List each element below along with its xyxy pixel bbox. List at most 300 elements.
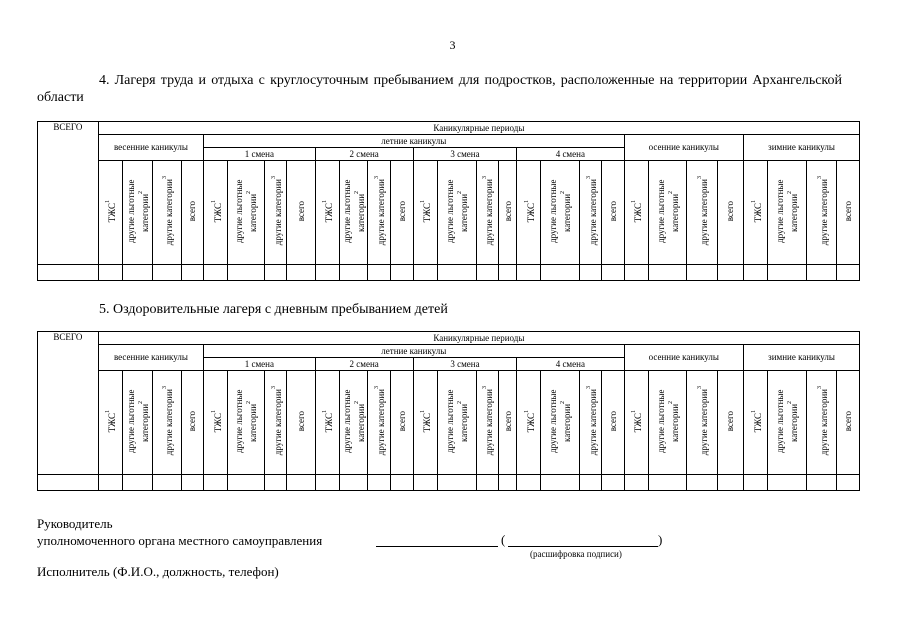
- col-header-text: [209, 410, 223, 432]
- col-header-total: [717, 161, 743, 265]
- col-header-text: [209, 200, 223, 222]
- col-header-text: [584, 176, 598, 245]
- col-header-text: [187, 411, 197, 431]
- col-header-benefit-categories: [339, 161, 367, 265]
- footnote-mark: 1: [322, 409, 329, 413]
- col-header-label: ТЖС: [422, 202, 433, 223]
- col-header-total: [602, 371, 624, 475]
- col-header-text: [656, 161, 680, 261]
- footnote-mark: 2: [560, 190, 567, 194]
- data-cell: [287, 265, 315, 281]
- footnote-mark: 1: [631, 199, 638, 203]
- footnote-mark: 2: [246, 190, 253, 194]
- footnote-mark: 3: [697, 386, 703, 390]
- col-header-text: [548, 161, 572, 261]
- footnote-mark: 1: [420, 199, 427, 203]
- col-header-label: ТЖС: [525, 412, 536, 433]
- col-header-benefit-categories: [648, 371, 687, 475]
- footnote-mark: 2: [787, 190, 794, 194]
- page-number: 3: [449, 38, 456, 52]
- summer-shift-1: 1 смена: [204, 148, 315, 161]
- autumn-header: осенние каникулы: [624, 135, 744, 161]
- footnote-mark: 1: [105, 199, 112, 203]
- summer-shift-2: 2 смена: [315, 358, 413, 371]
- col-header-text: [749, 200, 763, 222]
- col-header-other-categories: [368, 161, 390, 265]
- col-header-tzhs: [744, 371, 768, 475]
- section-5-table: [37, 331, 860, 491]
- footnote-mark: 1: [105, 409, 112, 413]
- summer-header: летние каникулы: [204, 345, 624, 358]
- data-cell: [648, 265, 687, 281]
- col-header-text: [234, 371, 258, 471]
- col-header-text: [522, 200, 536, 222]
- col-header-benefit-categories: [541, 161, 580, 265]
- data-cell: [768, 265, 807, 281]
- data-cell: [123, 475, 153, 491]
- col-header-text: [342, 161, 366, 261]
- col-header-other-categories: [806, 371, 836, 475]
- data-cell: [413, 475, 437, 491]
- winter-header: зимние каникулы: [744, 135, 860, 161]
- col-header-text: [296, 201, 306, 221]
- col-header-benefit-categories: [768, 161, 807, 265]
- summer-shift-4: 4 смена: [517, 358, 624, 371]
- summer-shift-3: 3 смена: [413, 358, 516, 371]
- col-header-label: всего: [843, 200, 854, 222]
- col-header-label: ТЖС: [324, 202, 335, 223]
- col-header-total: [390, 161, 413, 265]
- col-header-label: всего: [396, 410, 407, 432]
- footnote-mark: 2: [560, 400, 567, 404]
- col-header-label: ТЖС: [633, 202, 644, 223]
- col-header-text: [160, 386, 174, 455]
- col-header-text: [480, 386, 494, 455]
- col-header-text: [749, 410, 763, 432]
- col-header-text: [103, 410, 117, 432]
- col-header-label: другие категории: [484, 389, 495, 456]
- data-cell: [98, 475, 122, 491]
- data-cell: [768, 475, 807, 491]
- col-header-label: другие категории: [272, 389, 283, 456]
- col-header-label: другие льготные категории: [444, 179, 469, 243]
- footnote-mark: 1: [420, 409, 427, 413]
- col-header-text: [269, 176, 283, 245]
- footnote-mark: 3: [482, 386, 489, 390]
- col-header-text: [503, 201, 513, 221]
- col-header-other-categories: [476, 161, 498, 265]
- col-header-label: всего: [607, 410, 618, 432]
- col-header-label: ТЖС: [525, 202, 536, 223]
- data-cell: [517, 265, 541, 281]
- data-cell: [541, 265, 580, 281]
- col-header-text: [418, 200, 432, 222]
- col-header-text: [584, 386, 598, 455]
- col-header-label: ТЖС: [422, 412, 433, 433]
- col-header-tzhs: [624, 161, 648, 265]
- summer-shift-2: 2 смена: [315, 148, 413, 161]
- data-cell: [38, 265, 99, 281]
- col-header-benefit-categories: [438, 371, 477, 475]
- col-header-label: ТЖС: [107, 202, 118, 223]
- data-cell: [624, 475, 648, 491]
- col-header-text: [126, 371, 150, 471]
- col-header-label: всего: [502, 410, 513, 432]
- col-header-label: другие льготные категории: [548, 179, 573, 243]
- col-header-label: ТЖС: [752, 202, 763, 223]
- total-header: ВСЕГО: [38, 122, 99, 265]
- data-cell: [153, 265, 181, 281]
- data-cell: [315, 265, 339, 281]
- col-header-total: [181, 371, 203, 475]
- col-header-other-categories: [476, 371, 498, 475]
- data-cell: [413, 265, 437, 281]
- col-header-text: [629, 410, 643, 432]
- data-cell: [339, 265, 367, 281]
- col-header-other-categories: [806, 161, 836, 265]
- name-decode-line: [508, 546, 658, 547]
- col-header-label: другие льготные категории: [655, 389, 680, 453]
- col-header-label: другие льготные категории: [125, 179, 150, 243]
- col-header-text: [372, 176, 386, 245]
- col-header-text: [445, 371, 469, 471]
- col-header-text: [695, 176, 709, 245]
- col-header-text: [234, 161, 258, 261]
- col-header-text: [187, 201, 197, 221]
- footnote-mark: 1: [750, 199, 757, 203]
- col-header-text: [126, 161, 150, 261]
- col-header-total: [498, 161, 516, 265]
- data-cell: [228, 475, 264, 491]
- footnote-mark: 2: [137, 400, 144, 404]
- col-header-other-categories: [687, 371, 717, 475]
- col-header-label: другие льготные категории: [234, 389, 259, 453]
- col-header-label: другие льготные категории: [341, 389, 366, 453]
- col-header-other-categories: [153, 371, 181, 475]
- data-cell: [541, 475, 580, 491]
- data-cell: [123, 265, 153, 281]
- data-cell: [624, 265, 648, 281]
- col-header-label: другие категории: [587, 389, 598, 456]
- col-header-text: [103, 200, 117, 222]
- col-header-total: [717, 371, 743, 475]
- executor-label: Исполнитель (Ф.И.О., должность, телефон): [37, 564, 279, 579]
- col-header-text: [695, 386, 709, 455]
- section-4-title: 4. Лагеря труда и отдыха с круглосуточным пребыванием для подростков, расположенные на территории Архангельской области: [37, 73, 842, 105]
- col-header-text: [320, 200, 334, 222]
- col-header-label: всего: [725, 410, 736, 432]
- data-cell: [498, 265, 516, 281]
- col-header-label: другие категории: [699, 389, 709, 456]
- data-cell: [181, 475, 203, 491]
- col-header-other-categories: [264, 161, 286, 265]
- col-header-benefit-categories: [228, 371, 264, 475]
- col-header-tzhs: [413, 371, 437, 475]
- data-cell: [476, 475, 498, 491]
- col-header-tzhs: [517, 161, 541, 265]
- col-header-tzhs: [413, 161, 437, 265]
- data-cell: [390, 475, 413, 491]
- col-header-other-categories: [153, 161, 181, 265]
- signature-authority-label: уполномоченного органа местного самоуправления: [37, 533, 323, 548]
- col-header-text: [372, 386, 386, 455]
- col-header-tzhs: [315, 371, 339, 475]
- summer-shift-3: 3 смена: [413, 148, 516, 161]
- footnote-mark: 3: [482, 176, 489, 180]
- col-header-label: другие категории: [375, 389, 386, 456]
- col-header-tzhs: [98, 161, 122, 265]
- col-header-total: [287, 371, 315, 475]
- col-header-text: [296, 411, 306, 431]
- col-header-label: всего: [843, 410, 854, 432]
- col-header-benefit-categories: [768, 371, 807, 475]
- col-header-tzhs: [315, 161, 339, 265]
- col-header-text: [725, 411, 735, 431]
- col-header-text: [397, 201, 407, 221]
- data-cell: [264, 265, 286, 281]
- data-cell: [98, 265, 122, 281]
- footnote-mark: 3: [585, 176, 592, 180]
- col-header-text: [608, 411, 618, 431]
- footnote-mark: 3: [162, 386, 169, 390]
- col-header-text: [342, 371, 366, 471]
- col-header-label: ТЖС: [324, 412, 335, 433]
- data-cell: [38, 475, 99, 491]
- col-header-text: [522, 410, 536, 432]
- data-cell: [315, 475, 339, 491]
- col-header-benefit-categories: [123, 371, 153, 475]
- footnote-mark: 3: [270, 176, 277, 180]
- col-header-label: другие льготные категории: [775, 389, 800, 453]
- data-cell: [837, 265, 860, 281]
- footnote-mark: 2: [667, 400, 674, 404]
- col-header-total: [602, 161, 624, 265]
- section-4-table: [37, 121, 860, 281]
- col-header-text: [725, 201, 735, 221]
- data-cell: [181, 265, 203, 281]
- col-header-label: ТЖС: [212, 202, 223, 223]
- footnote-mark: 2: [667, 190, 674, 194]
- footnote-mark: 2: [246, 400, 253, 404]
- col-header-label: всего: [295, 410, 306, 432]
- data-cell: [602, 265, 624, 281]
- col-header-label: ТЖС: [752, 412, 763, 433]
- data-cell: [498, 475, 516, 491]
- footnote-mark: 2: [787, 400, 794, 404]
- col-header-label: всего: [725, 200, 736, 222]
- col-header-total: [181, 161, 203, 265]
- footnote-mark: 3: [373, 386, 380, 390]
- col-header-text: [629, 200, 643, 222]
- data-cell: [287, 475, 315, 491]
- col-header-label: другие категории: [164, 179, 175, 246]
- data-cell: [806, 475, 836, 491]
- col-header-benefit-categories: [648, 161, 687, 265]
- footnote-mark: 2: [456, 400, 463, 404]
- data-cell: [339, 475, 367, 491]
- col-header-text: [320, 410, 334, 432]
- col-header-label: ТЖС: [212, 412, 223, 433]
- col-header-text: [269, 386, 283, 455]
- col-header-label: всего: [187, 410, 198, 432]
- col-header-text: [843, 201, 853, 221]
- col-header-total: [287, 161, 315, 265]
- winter-header: зимние каникулы: [744, 345, 860, 371]
- col-header-tzhs: [204, 161, 228, 265]
- summer-shift-4: 4 смена: [517, 148, 624, 161]
- data-cell: [717, 475, 743, 491]
- col-header-text: [445, 161, 469, 261]
- footnote-mark: 2: [456, 190, 463, 194]
- col-header-tzhs: [744, 161, 768, 265]
- footnote-mark: 1: [322, 199, 329, 203]
- footnote-mark: 1: [750, 409, 757, 413]
- signature-head-label: Руководитель: [37, 516, 113, 531]
- data-cell: [806, 265, 836, 281]
- footnote-mark: 1: [631, 409, 638, 413]
- data-cell: [368, 265, 390, 281]
- footnote-mark: 3: [162, 176, 169, 180]
- footnote-mark: 1: [210, 409, 217, 413]
- col-header-text: [160, 176, 174, 245]
- col-header-other-categories: [579, 371, 601, 475]
- data-cell: [744, 265, 768, 281]
- data-cell: [153, 475, 181, 491]
- col-header-label: другие льготные категории: [125, 389, 150, 453]
- data-cell: [687, 265, 717, 281]
- col-header-text: [503, 411, 513, 431]
- col-header-label: другие льготные категории: [444, 389, 469, 453]
- footnote-mark: 1: [523, 199, 530, 203]
- section-5-title: 5. Оздоровительные лагеря с дневным пребыванием детей: [99, 302, 448, 317]
- col-header-benefit-categories: [123, 161, 153, 265]
- col-header-label: другие категории: [375, 179, 386, 246]
- col-header-label: всего: [187, 200, 198, 222]
- periods-header: Каникулярные периоды: [98, 122, 859, 135]
- col-header-label: другие категории: [818, 179, 829, 246]
- col-header-label: другие категории: [272, 179, 283, 246]
- data-cell: [438, 265, 477, 281]
- footnote-mark: 1: [210, 199, 217, 203]
- data-cell: [438, 475, 477, 491]
- col-header-text: [843, 411, 853, 431]
- paren-close: ): [658, 532, 663, 547]
- data-cell: [264, 475, 286, 491]
- col-header-total: [390, 371, 413, 475]
- autumn-header: осенние каникулы: [624, 345, 744, 371]
- col-header-benefit-categories: [541, 371, 580, 475]
- col-header-label: другие категории: [818, 389, 829, 456]
- data-cell: [579, 265, 601, 281]
- col-header-label: другие категории: [587, 179, 598, 246]
- spring-header: весенние каникулы: [98, 135, 203, 161]
- data-cell: [717, 265, 743, 281]
- col-header-text: [418, 410, 432, 432]
- decode-hint: (расшифровка подписи): [530, 549, 622, 559]
- footnote-mark: 3: [816, 176, 823, 180]
- col-header-text: [608, 201, 618, 221]
- col-header-total: [498, 371, 516, 475]
- col-header-text: [815, 176, 829, 245]
- footnote-mark: 2: [353, 400, 360, 404]
- col-header-other-categories: [687, 161, 717, 265]
- data-cell: [204, 265, 228, 281]
- col-header-text: [480, 176, 494, 245]
- col-header-label: всего: [295, 200, 306, 222]
- col-header-label: другие льготные категории: [234, 179, 259, 243]
- data-cell: [204, 475, 228, 491]
- col-header-tzhs: [624, 371, 648, 475]
- col-header-label: другие категории: [699, 179, 709, 246]
- col-header-label: другие льготные категории: [775, 179, 800, 243]
- footnote-mark: 2: [137, 190, 144, 194]
- footnote-mark: 3: [270, 386, 277, 390]
- data-cell: [687, 475, 717, 491]
- footnote-mark: 1: [523, 409, 530, 413]
- signature-line: [376, 546, 498, 547]
- col-header-label: ТЖС: [633, 412, 644, 433]
- col-header-label: ТЖС: [107, 412, 118, 433]
- col-header-label: всего: [396, 200, 407, 222]
- col-header-other-categories: [264, 371, 286, 475]
- footnote-mark: 3: [816, 386, 823, 390]
- data-cell: [476, 265, 498, 281]
- col-header-label: другие категории: [484, 179, 495, 246]
- data-cell: [837, 475, 860, 491]
- col-header-text: [397, 411, 407, 431]
- col-header-total: [837, 371, 860, 475]
- col-header-other-categories: [368, 371, 390, 475]
- paren-open: (: [501, 532, 506, 547]
- col-header-label: другие льготные категории: [341, 179, 366, 243]
- col-header-tzhs: [204, 371, 228, 475]
- footnote-mark: 3: [585, 386, 592, 390]
- col-header-benefit-categories: [438, 161, 477, 265]
- col-header-text: [775, 371, 799, 471]
- col-header-text: [775, 161, 799, 261]
- total-header: ВСЕГО: [38, 332, 99, 475]
- col-header-label: всего: [607, 200, 618, 222]
- data-cell: [368, 475, 390, 491]
- data-cell: [228, 265, 264, 281]
- data-cell: [648, 475, 687, 491]
- col-header-tzhs: [517, 371, 541, 475]
- col-header-other-categories: [579, 161, 601, 265]
- col-header-benefit-categories: [228, 161, 264, 265]
- col-header-text: [548, 371, 572, 471]
- col-header-total: [837, 161, 860, 265]
- data-cell: [602, 475, 624, 491]
- summer-header: летние каникулы: [204, 135, 624, 148]
- data-cell: [744, 475, 768, 491]
- periods-header: Каникулярные периоды: [98, 332, 859, 345]
- col-header-label: другие льготные категории: [655, 179, 680, 243]
- col-header-benefit-categories: [339, 371, 367, 475]
- col-header-label: другие категории: [164, 389, 175, 456]
- footnote-mark: 3: [373, 176, 380, 180]
- footnote-mark: 2: [353, 190, 360, 194]
- col-header-text: [815, 386, 829, 455]
- data-cell: [390, 265, 413, 281]
- spring-header: весенние каникулы: [98, 345, 203, 371]
- col-header-label: всего: [502, 200, 513, 222]
- col-header-label: другие льготные категории: [548, 389, 573, 453]
- col-header-tzhs: [98, 371, 122, 475]
- footnote-mark: 3: [697, 176, 703, 180]
- summer-shift-1: 1 смена: [204, 358, 315, 371]
- col-header-text: [656, 371, 680, 471]
- data-cell: [579, 475, 601, 491]
